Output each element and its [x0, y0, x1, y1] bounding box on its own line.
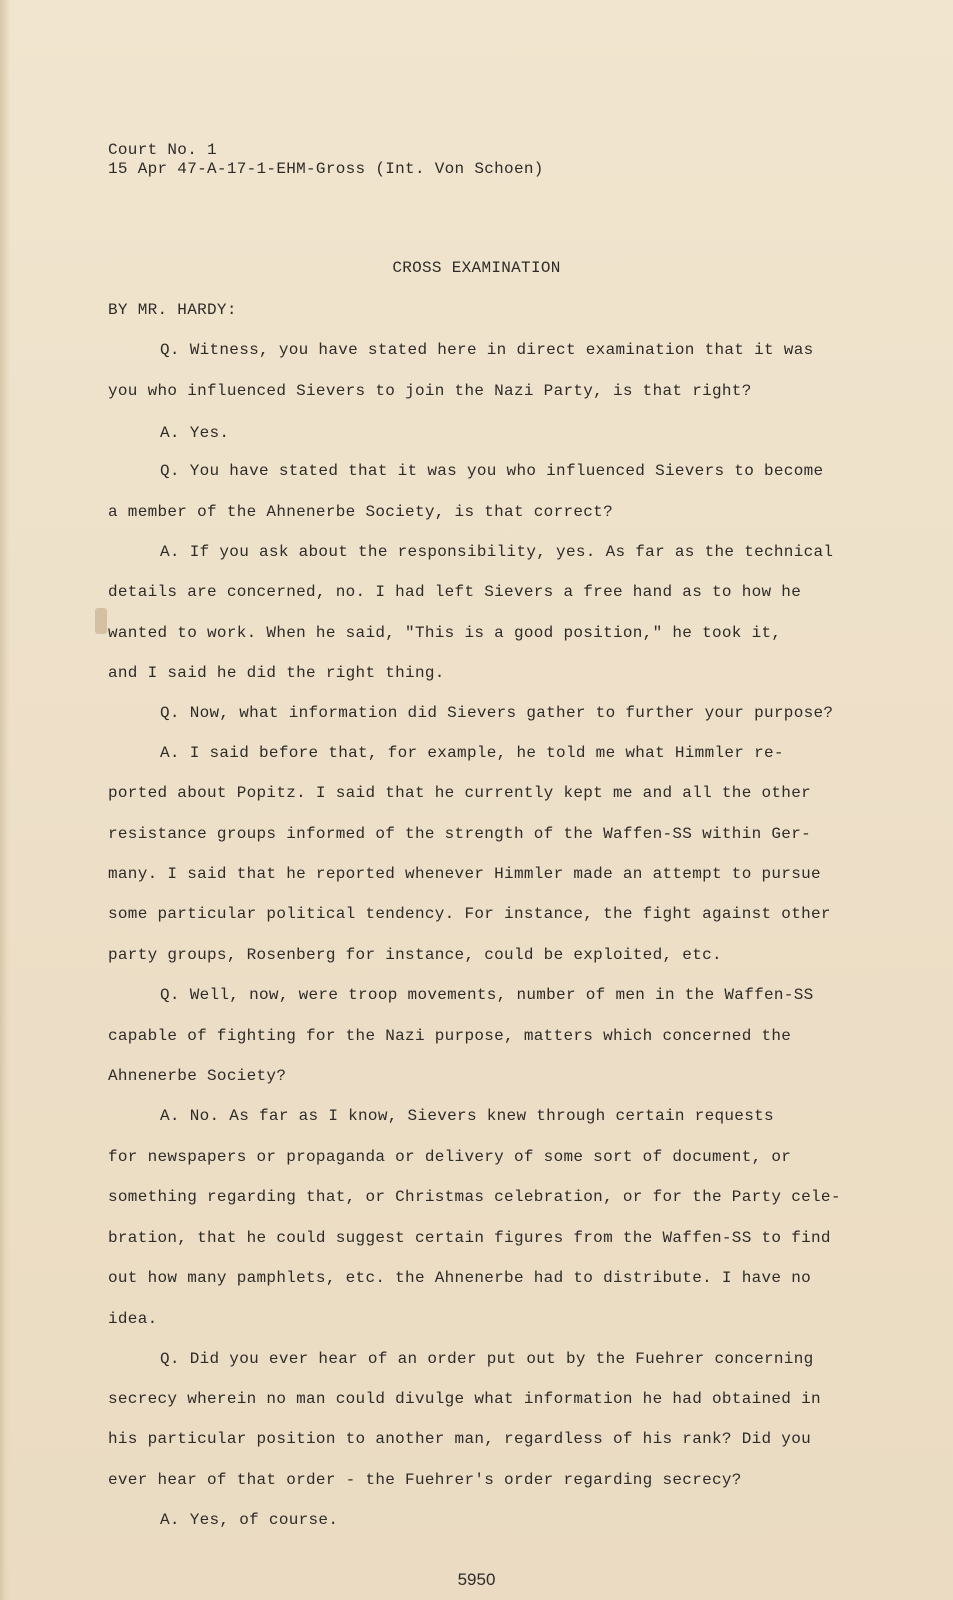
text-line: party groups, Rosenberg for instance, could be exploited, etc. — [108, 946, 722, 964]
text-line: Q. Witness, you have stated here in direct examination that it was — [160, 341, 814, 359]
text-line: Ahnenerbe Society? — [108, 1067, 287, 1085]
text-line: Q. Did you ever hear of an order put out by the Fuehrer concerning — [160, 1350, 814, 1368]
text-line: capable of fighting for the Nazi purpose, matters which concerned the — [108, 1027, 792, 1045]
text-line: his particular position to another man, regardless of his rank? Did you — [108, 1430, 812, 1448]
court-number: Court No. 1 — [108, 141, 217, 159]
page-number: 5950 — [457, 1570, 496, 1589]
text-line: A. If you ask about the responsibility, yes. As far as the technical — [160, 543, 834, 561]
text-line: Q. You have stated that it was you who influenced Sievers to become — [160, 462, 824, 480]
text-line: resistance groups informed of the strength of the Waffen-SS within Ger- — [108, 825, 812, 843]
section-title: CROSS EXAMINATION — [392, 259, 561, 277]
text-line: Q. Well, now, were troop movements, number of men in the Waffen-SS — [160, 986, 814, 1004]
text-line: many. I said that he reported whenever Himmler made an attempt to pursue — [108, 865, 821, 883]
text-line: bration, that he could suggest certain figures from the Waffen-SS to find — [108, 1229, 831, 1247]
text-line: you who influenced Sievers to join the Nazi Party, is that right? — [108, 382, 752, 400]
text-line: some particular political tendency. For instance, the fight against other — [108, 905, 831, 923]
torn-left-edge — [0, 0, 10, 1600]
text-line: A. Yes. — [160, 424, 230, 442]
text-line: out how many pamphlets, etc. the Ahnenerbe had to distribute. I have no — [108, 1269, 812, 1287]
text-line: a member of the Ahnenerbe Society, is that correct? — [108, 503, 613, 521]
text-line: ever hear of that order - the Fuehrer's order regarding secrecy? — [108, 1471, 742, 1489]
examiner-line: BY MR. HARDY: — [108, 301, 237, 319]
text-line: and I said he did the right thing. — [108, 664, 445, 682]
text-line: details are concerned, no. I had left Sievers a free hand as to how he — [108, 583, 802, 601]
text-line: for newspapers or propaganda or delivery of some sort of document, or — [108, 1148, 792, 1166]
paper-stain — [95, 608, 107, 634]
text-line: Q. Now, what information did Sievers gather to further your purpose? — [160, 704, 834, 722]
text-line: secrecy wherein no man could divulge what information he had obtained in — [108, 1390, 821, 1408]
text-line: A. No. As far as I know, Sievers knew through certain requests — [160, 1107, 774, 1125]
text-line: A. I said before that, for example, he told me what Himmler re- — [160, 744, 784, 762]
text-line: wanted to work. When he said, "This is a good position," he took it, — [108, 624, 782, 642]
text-line: A. Yes, of course. — [160, 1511, 339, 1529]
text-line: something regarding that, or Christmas celebration, or for the Party cele- — [108, 1188, 841, 1206]
text-line: idea. — [108, 1310, 158, 1328]
text-line: ported about Popitz. I said that he currently kept me and all the other — [108, 784, 812, 802]
document-reference: 15 Apr 47-A-17-1-EHM-Gross (Int. Von Schoen) — [108, 160, 544, 178]
